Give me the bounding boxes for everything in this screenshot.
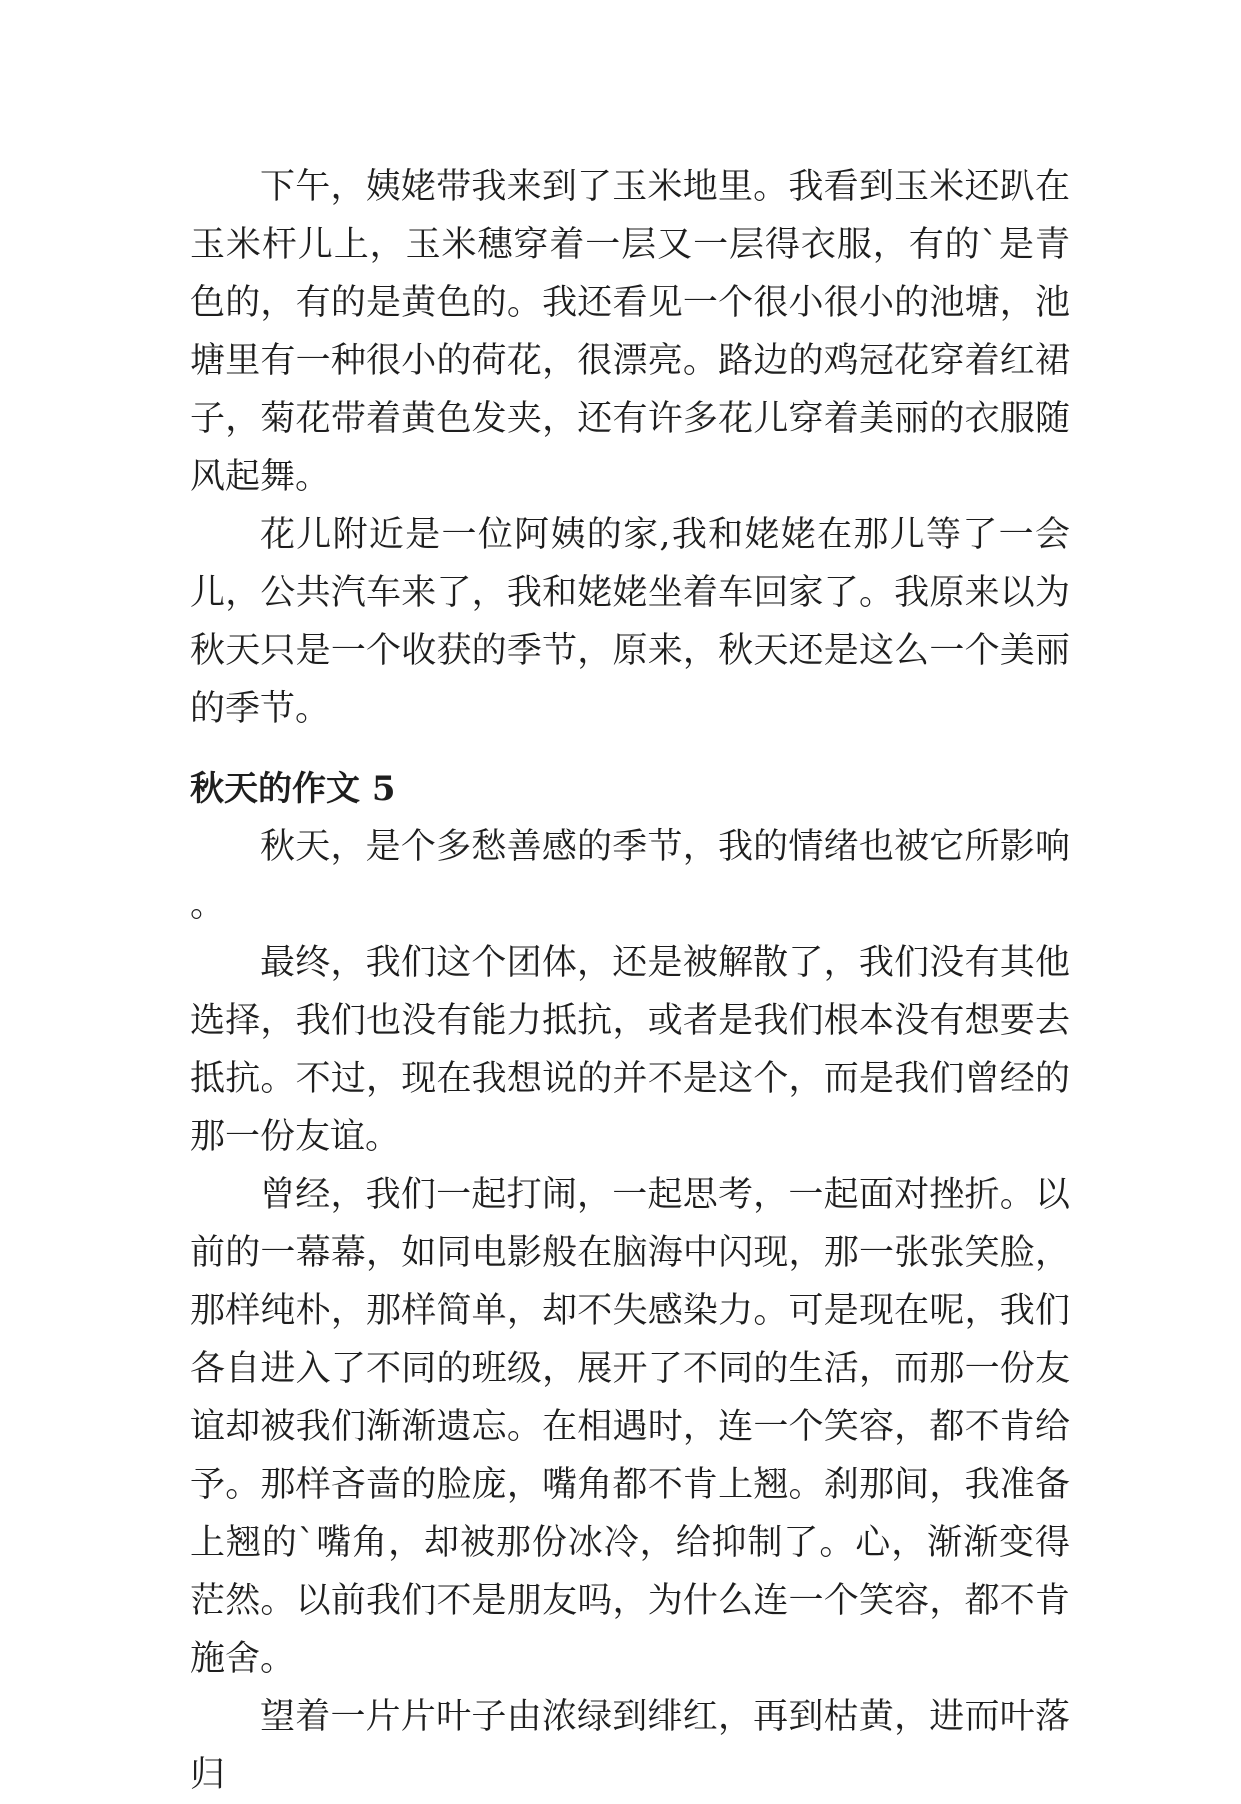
paragraph: 最终，我们这个团体，还是被解散了，我们没有其他选择，我们也没有能力抵抗，或者是我们根本没有想要去抵抗。不过，现在我想说的并不是这个，而是我们曾经的那一份友谊。: [190, 943, 1070, 1157]
document-body: [190, 158, 1070, 1804]
paragraph: 花儿附近是一位阿姨的家,我和姥姥在那儿等了一会儿，公共汽车来了，我和姥姥坐着车回家了。我原来以为秋天只是一个收获的季节，原来，秋天还是这么一个美丽的季节。: [190, 515, 1070, 729]
paragraph: 曾经，我们一起打闹，一起思考，一起面对挫折。以前的一幕幕，如同电影般在脑海中闪现，那一张张笑脸，那样纯朴，那样简单，却不失感染力。可是现在呢，我们各自进入了不同的班级，展开了不同的生活，而那一份友谊却被我们渐渐遗忘。在相遇时，连一个笑容，都不肯给予。那样吝啬的脸庞，嘴角都不肯上翘。刹那间，我准备上翘的`嘴角，却被那份冰冷，给抑制了。心，渐渐变得茫然。以前我们不是朋友吗，为什么连一个笑容，都不肯施舍。: [190, 1175, 1070, 1679]
section-title: 秋天的作文 5: [190, 769, 396, 809]
paragraph: 下午，姨姥带我来到了玉米地里。我看到玉米还趴在玉米杆儿上，玉米穗穿着一层又一层得衣服，有的`是青色的，有的是黄色的。我还看见一个很小很小的池塘，池塘里有一种很小的荷花，很漂亮。路边的鸡冠花穿着红裙子，菊花带着黄色发夹，还有许多花儿穿着美丽的衣服随风起舞。: [190, 167, 1070, 497]
paragraph: 秋天，是个多愁善感的季节，我的情绪也被它所影响。: [190, 827, 1070, 925]
paragraph: 望着一片片叶子由浓绿到绯红，再到枯黄，进而叶落归: [190, 1697, 1070, 1795]
